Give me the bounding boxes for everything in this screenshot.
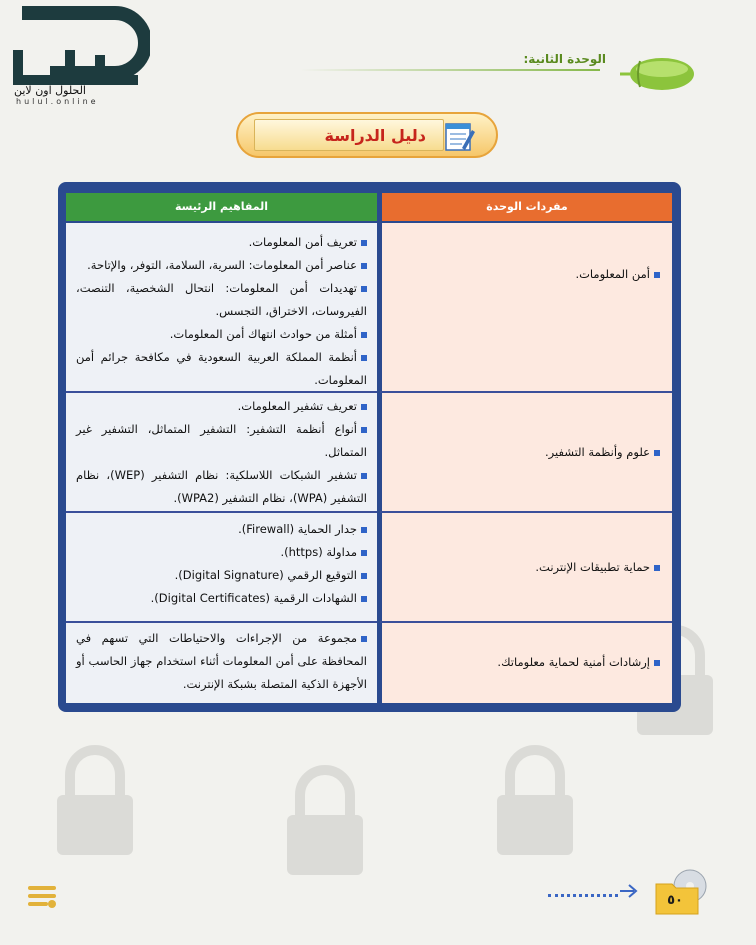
lock-icon: [270, 760, 380, 880]
banner-title: دليل الدراسة: [324, 126, 426, 145]
list-item: مداولة (https).: [76, 541, 367, 564]
bullet-icon: [361, 573, 367, 579]
unit-item: إرشادات أمنية لحماية معلوماتك.: [497, 653, 660, 671]
concepts-list: [76, 518, 367, 610]
concepts-list: [76, 395, 367, 510]
concepts-column-header: المفاهيم الرئيسة: [66, 193, 377, 221]
bullet-icon: [361, 404, 367, 410]
column-divider: [377, 193, 380, 703]
bullet-icon: [361, 550, 367, 556]
bullet-icon: [361, 596, 367, 602]
bullet-icon: [654, 660, 660, 666]
unit-item: أمن المعلومات.: [575, 265, 660, 283]
bullet-icon: [361, 636, 367, 642]
bullet-icon: [361, 332, 367, 338]
bullet-icon: [654, 272, 660, 278]
mouse-icon: [618, 55, 696, 93]
bullet-icon: [654, 565, 660, 571]
bullet-icon: [361, 355, 367, 361]
ministry-logo: [24, 878, 60, 914]
unit-title: الوحدة الثانية:: [523, 52, 606, 66]
bullet-icon: [361, 286, 367, 292]
study-guide-table: [66, 193, 672, 703]
list-item: أمثلة من حوادث انتهاك أمن المعلومات.: [76, 323, 367, 346]
header-divider: [300, 69, 600, 71]
bullet-icon: [361, 427, 367, 433]
page-number: ٥٠: [667, 893, 683, 908]
list-item: تعريف أمن المعلومات.: [76, 231, 367, 254]
logo-arabic-text: الحلول اون لاين: [14, 84, 86, 97]
table-row-3-unit-cell: [382, 513, 672, 621]
table-row-1-unit-cell: [382, 223, 672, 391]
table-row-1-concepts-cell: [66, 223, 377, 391]
bullet-icon: [654, 450, 660, 456]
table-row-4-unit-cell: [382, 623, 672, 703]
bullet-icon: [361, 240, 367, 246]
list-item: تهديدات أمن المعلومات: انتحال الشخصية، التنصت، الفيروسات، الاختراق، التجسس.: [76, 281, 367, 318]
list-item: عناصر أمن المعلومات: السرية، السلامة، التوفر، والإتاحة.: [76, 254, 367, 277]
lock-icon: [480, 740, 590, 860]
notepad-icon: [440, 118, 476, 154]
list-item: جدار الحماية (Firewall).: [76, 518, 367, 541]
dotted-leader: [548, 888, 618, 897]
bullet-icon: [361, 473, 367, 479]
concepts-list: [76, 627, 367, 696]
table-row-3-concepts-cell: [66, 513, 377, 621]
list-item: أنظمة المملكة العربية السعودية في مكافحة جرائم أمن المعلومات.: [76, 350, 367, 387]
list-item: التوقيع الرقمي (Digital Signature).: [76, 564, 367, 587]
list-item: مجموعة من الإجراءات والاحتياطات التي تسهم في المحافظة على أمن المعلومات أثناء استخدام جهاز الحاسب أو الأجهزة الذكية المتصلة بشبكة الإنترنت.: [76, 631, 367, 691]
list-item: أنواع أنظمة التشفير: التشفير المتماثل، التشفير غير المتماثل.: [76, 422, 367, 459]
list-item: الشهادات الرقمية (Digital Certificates).: [76, 587, 367, 610]
lock-icon: [40, 740, 150, 860]
unit-column-header: مفردات الوحدة: [382, 193, 672, 221]
logo-latin-text: hulul.online: [16, 97, 99, 106]
unit-item: حماية تطبيقات الإنترنت.: [535, 558, 660, 576]
arrow-icon: [618, 882, 640, 900]
bullet-icon: [361, 263, 367, 269]
study-guide-banner: [236, 112, 498, 158]
concepts-list: [76, 231, 367, 392]
list-item: تشفير الشبكات اللاسلكية: نظام التشفير (WEP)، نظام التشفير (WPA)، نظام التشفير (WPA2).: [76, 468, 367, 505]
bullet-icon: [361, 527, 367, 533]
table-row-4-concepts-cell: [66, 623, 377, 703]
table-row-2-unit-cell: [382, 393, 672, 511]
unit-item: علوم وأنظمة التشفير.: [545, 443, 660, 461]
table-row-2-concepts-cell: [66, 393, 377, 511]
list-item: تعريف تشفير المعلومات.: [76, 395, 367, 418]
